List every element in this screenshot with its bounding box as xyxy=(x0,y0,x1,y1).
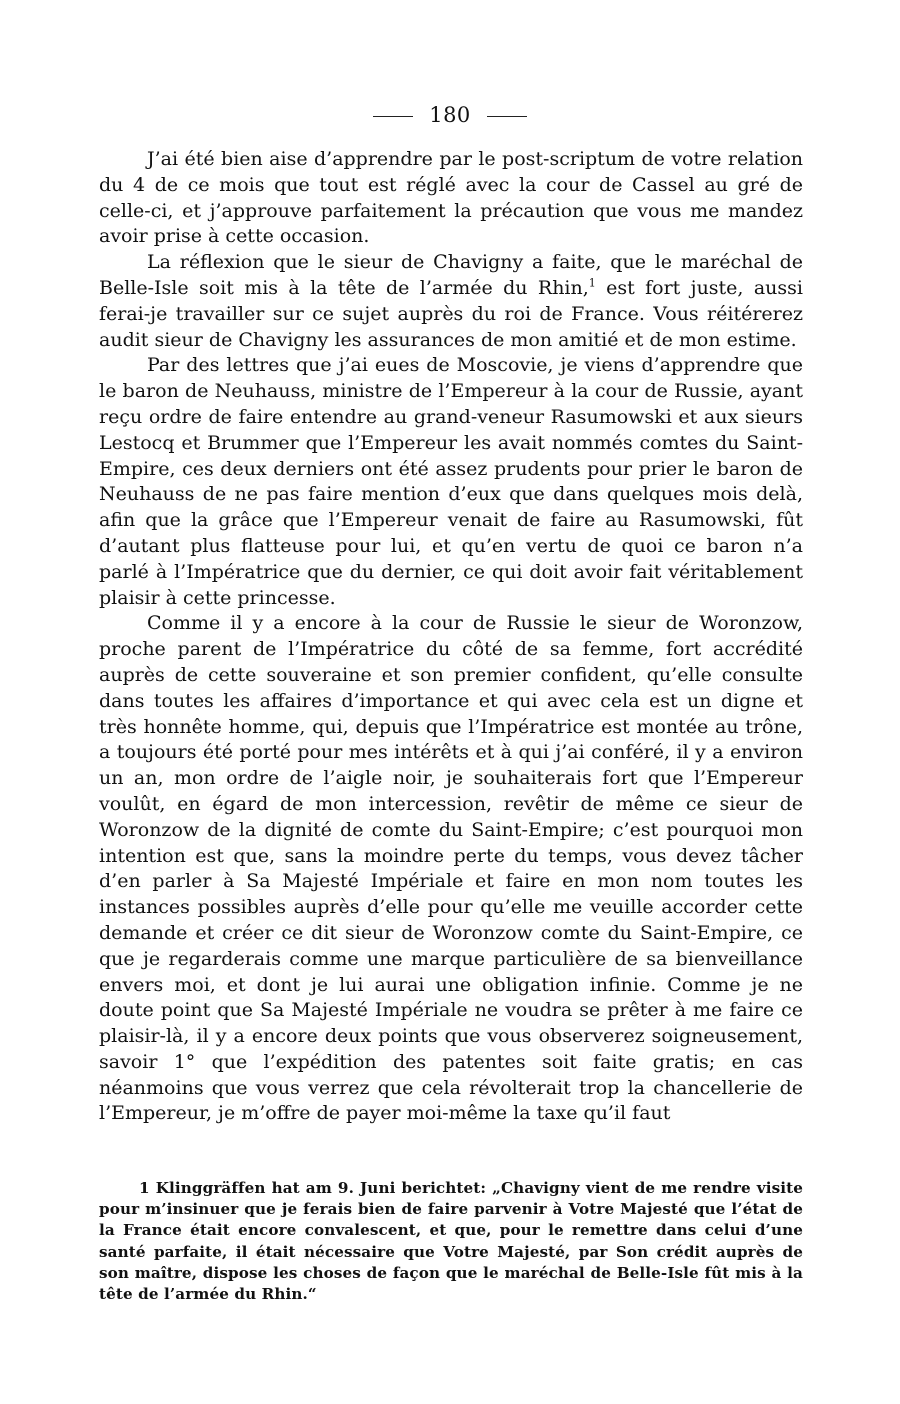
page-header xyxy=(0,100,900,130)
paragraph-3: Par des lettres que j’ai eues de Moscovie, je viens d’apprendre que le baron de Neuhauss, ministre de l’Empereur à la cour de Russie, ayant reçu ordre de faire entendre au grand-veneur Rasumowski et aux sieurs Lestocq et Brummer que l’Empereur les avait nommés comtes du Saint-Empire, ces deux derniers ont été assez prudents pour prier le baron de Neuhauss de ne pas faire mention d’eux que dans quelques mois delà, afin que la grâce que l’Empereur venait de faire au Rasumowski, fût d’autant plus flatteuse pour lui, et qu’en vertu de quoi ce baron n’a parlé à l’Impératrice que du dernier, ce qui doit avoir fait véritablement plaisir à cette princesse. xyxy=(99,354,803,609)
header-dash-right xyxy=(487,116,527,117)
footnote-marker: 1 xyxy=(139,1179,150,1197)
footnote-body xyxy=(99,1178,803,1305)
page-number: 180 xyxy=(429,103,471,127)
footnote xyxy=(99,1178,803,1305)
paragraph-2-part-2: est fort juste, aussi ferai-je travailler sur ce sujet auprès du roi de France. Vous réitérerez audit sieur de Chavigny les assurances de mon amitié et de mon estime. xyxy=(99,276,803,351)
main-text xyxy=(99,147,803,1127)
paragraph-1: J’ai été bien aise d’apprendre par le post-scriptum de votre relation du 4 de ce mois que tout est réglé avec la cour de Cassel au gré de celle-ci, et j’approuve parfaitement la précaution que vous me mandez avoir prise à cette occasion. xyxy=(99,148,803,248)
paragraph-2-part-1: La réflexion que le sieur de Chavigny a faite, que le maréchal de Belle-Isle soit mis à la tête de l’armée du Rhin, xyxy=(99,251,803,299)
paragraph-2 xyxy=(99,250,803,353)
footnote-reference: 1 xyxy=(588,276,596,290)
paragraph-4: Comme il y a encore à la cour de Russie le sieur de Woronzow, proche parent de l’Impératrice du côté de sa femme, fort accrédité auprès de cette souveraine et son premier confident, qu’elle consulte dans toutes les affaires d’importance et qui avec cela est un digne et très honnête homme, qui, depuis que l’Impératrice est montée au trône, a toujours été porté pour mes intérêts et à qui j’ai conféré, il y a environ un an, mon ordre de l’aigle noir, je souhaiterais fort que l’Empereur voulût, en égard de mon intercession, revêtir de même ce sieur de Woronzow de la dignité de comte du Saint-Empire; c’est pourquoi mon intention est que, sans la moindre perte du temps, vous devez tâcher d’en parler à Sa Majesté Impériale et faire en mon nom toutes les instances possibles auprès d’elle pour qu’elle me veuille accorder cette demande et créer ce dit sieur de Woronzow comte du Saint-Empire, ce que je regarderais comme une marque particulière de sa bienveillance envers moi, et dont je lui aurai une obligation infinie. Comme je ne doute point que Sa Majesté Impériale ne voudra se prêter à me faire ce plaisir-là, il y a encore deux points que vous observerez soigneusement, savoir 1° que l’expédition des patentes soit faite gratis; en cas néanmoins que vous verrez que cela révolterait trop la chancellerie de l’Empereur, je m’offre de payer moi-même la taxe qu’il faut xyxy=(99,612,803,1125)
header-dash-left xyxy=(373,116,413,117)
footnote-text: Klinggräffen hat am 9. Juni berichtet: „Chavigny vient de me rendre visite pour m’insinuer que je ferais bien de faire parvenir à Votre Majesté que l’état de la France était encore convalescent, et que, pour le remettre dans celui d’une santé parfaite, il était nécessaire que Votre Majesté, par Son crédit auprès de son maître, dispose les choses de façon que le maréchal de Belle-Isle fût mis à la tête de l’armée du Rhin.“ xyxy=(99,1179,803,1304)
